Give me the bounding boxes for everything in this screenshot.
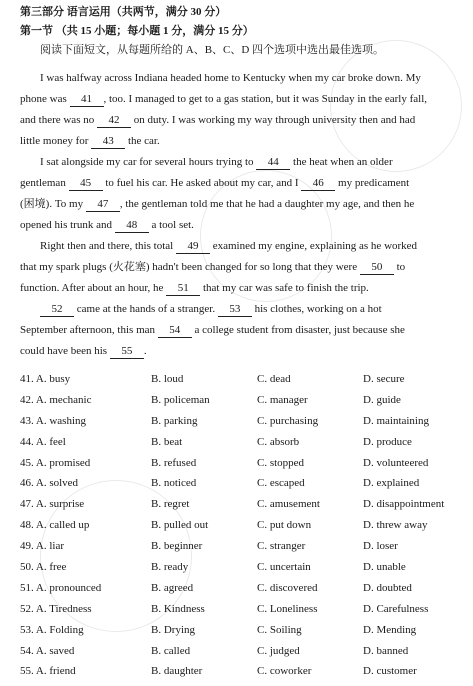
passage-line: could have been his 55 . xyxy=(20,345,147,357)
blank-45: 45 xyxy=(69,177,103,191)
option-d: D. loser xyxy=(363,540,398,553)
blank-42: 42 xyxy=(97,114,131,128)
option-row xyxy=(20,415,460,436)
option-b: B. refused xyxy=(151,456,197,469)
blank-51: 51 xyxy=(166,282,200,296)
option-row xyxy=(20,498,460,519)
blank-53: 53 xyxy=(218,303,252,317)
blank-41: 41 xyxy=(70,93,104,107)
passage-line: 52 came at the hands of a stranger. 53 his clothes, working on a hot xyxy=(40,303,382,317)
part-heading: 第三部分 语言运用（共两节，满分 30 分） xyxy=(20,6,227,18)
option-b: B. ready xyxy=(151,561,189,574)
passage-line: I sat alongside my car for several hours trying to 44 the heat when an older xyxy=(40,156,393,168)
blank-54: 54 xyxy=(158,324,192,338)
blank-52: 52 xyxy=(40,303,74,317)
option-row xyxy=(20,394,460,415)
option-d: D. disappointment xyxy=(363,498,445,511)
option-c: C. escaped xyxy=(257,477,305,490)
blank-55: 55 xyxy=(110,345,144,359)
option-row xyxy=(20,561,460,582)
passage-line: Right then and there, this total 49 examined my engine, explaining as he worked xyxy=(40,240,418,252)
passage-line: that my spark plugs (火花塞) hadn't been changed for so long that they were 50 to xyxy=(20,261,406,273)
option-d: D. volunteered xyxy=(363,456,429,469)
blank-48: 48 xyxy=(115,219,149,233)
passage-line: phone was 41 , too. I managed to get to a gas station, but it was Sunday in the early fall, xyxy=(20,93,428,105)
option-d: D. maintaining xyxy=(363,414,429,427)
option-a: 41. A. busy xyxy=(20,373,71,385)
option-b: B. beat xyxy=(151,435,183,448)
option-d: D. produce xyxy=(363,435,412,448)
passage-line: opened his trunk and 48 a tool set. xyxy=(20,219,194,231)
option-a: 42. A. mechanic xyxy=(20,393,92,406)
option-c: C. stopped xyxy=(257,456,305,469)
option-d: D. guide xyxy=(363,393,401,406)
option-a: 54. A. saved xyxy=(20,644,75,657)
option-b: B. noticed xyxy=(151,477,197,490)
option-c: C. discovered xyxy=(257,581,318,594)
option-c: C. judged xyxy=(257,644,300,657)
option-row xyxy=(20,477,460,498)
option-b: B. called xyxy=(151,644,191,657)
option-a: 50. A. free xyxy=(20,561,67,574)
option-b: B. Drying xyxy=(151,623,195,636)
option-a: 55. A. friend xyxy=(20,665,76,678)
option-d: D. threw away xyxy=(363,519,428,532)
passage-line: (困境). To my 47 , the gentleman told me that he had a daughter my age, and then he xyxy=(20,198,415,210)
option-a: 46. A. solved xyxy=(20,477,79,490)
option-b: B. Kindness xyxy=(151,602,205,615)
option-c: C. coworker xyxy=(257,665,312,678)
passage-line: little money for 43 the car. xyxy=(20,135,160,147)
blank-44: 44 xyxy=(256,156,290,170)
option-b: B. regret xyxy=(151,498,190,511)
passage-line: September afternoon, this man 54 a college student from disaster, just because she xyxy=(20,324,405,336)
option-c: C. manager xyxy=(257,393,308,406)
option-row xyxy=(20,373,460,394)
option-a: 51. A. pronounced xyxy=(20,581,102,594)
option-a: 53. A. Folding xyxy=(20,623,84,636)
option-a: 48. A. called up xyxy=(20,519,90,532)
blank-49: 49 xyxy=(176,240,210,254)
option-a: 49. A. liar xyxy=(20,540,64,553)
option-b: B. daughter xyxy=(151,665,203,678)
option-b: B. pulled out xyxy=(151,519,209,532)
option-b: B. loud xyxy=(151,373,184,385)
option-c: C. amusement xyxy=(257,498,320,511)
option-c: C. absorb xyxy=(257,435,300,448)
blank-43: 43 xyxy=(91,135,125,149)
option-c: C. dead xyxy=(257,373,291,385)
option-d: D. unable xyxy=(363,561,406,574)
option-row xyxy=(20,665,460,686)
option-row xyxy=(20,457,460,478)
option-b: B. agreed xyxy=(151,581,194,594)
option-d: D. banned xyxy=(363,644,409,657)
option-d: D. customer xyxy=(363,665,417,678)
blank-50: 50 xyxy=(360,261,394,275)
passage-line: function. After about an hour, he 51 that my car was safe to finish the trip. xyxy=(20,282,369,294)
section-heading: 第一节 （共 15 小题；每小题 1 分，满分 15 分） xyxy=(20,25,254,37)
option-row xyxy=(20,645,460,666)
option-row xyxy=(20,582,460,603)
option-c: C. Loneliness xyxy=(257,602,318,615)
passage-line: and there was no 42 on duty. I was working my way through university then and had xyxy=(20,114,416,126)
option-row xyxy=(20,519,460,540)
option-b: B. policeman xyxy=(151,393,210,406)
option-d: D. secure xyxy=(363,373,405,385)
option-a: 43. A. washing xyxy=(20,414,86,427)
option-b: B. parking xyxy=(151,414,198,427)
option-d: D. Mending xyxy=(363,623,417,636)
option-a: 47. A. surprise xyxy=(20,498,85,511)
option-d: D. doubted xyxy=(363,581,412,594)
option-b: B. beginner xyxy=(151,540,203,553)
option-d: D. explained xyxy=(363,477,420,490)
options-list xyxy=(20,373,460,686)
option-d: D. Carefulness xyxy=(363,602,429,615)
option-c: C. uncertain xyxy=(257,561,311,574)
option-a: 45. A. promised xyxy=(20,456,91,469)
option-c: C. put down xyxy=(257,519,312,532)
option-a: 52. A. Tiredness xyxy=(20,602,92,615)
option-row xyxy=(20,603,460,624)
blank-46: 46 xyxy=(301,177,335,191)
option-c: C. Soiling xyxy=(257,623,302,636)
option-row xyxy=(20,624,460,645)
passage-line: I was halfway across Indiana headed home to Kentucky when my car broke down. My xyxy=(40,72,421,84)
option-c: C. stranger xyxy=(257,540,306,553)
option-row xyxy=(20,540,460,561)
option-row xyxy=(20,436,460,457)
instruction: 阅读下面短文，从每题所给的 A、B、C、D 四个选项中选出最佳选项。 xyxy=(40,44,385,56)
option-c: C. purchasing xyxy=(257,414,319,427)
blank-47: 47 xyxy=(86,198,120,212)
passage-line: gentleman 45 to fuel his car. He asked about my car, and I 46 my predicament xyxy=(20,177,410,189)
option-a: 44. A. feel xyxy=(20,435,66,448)
